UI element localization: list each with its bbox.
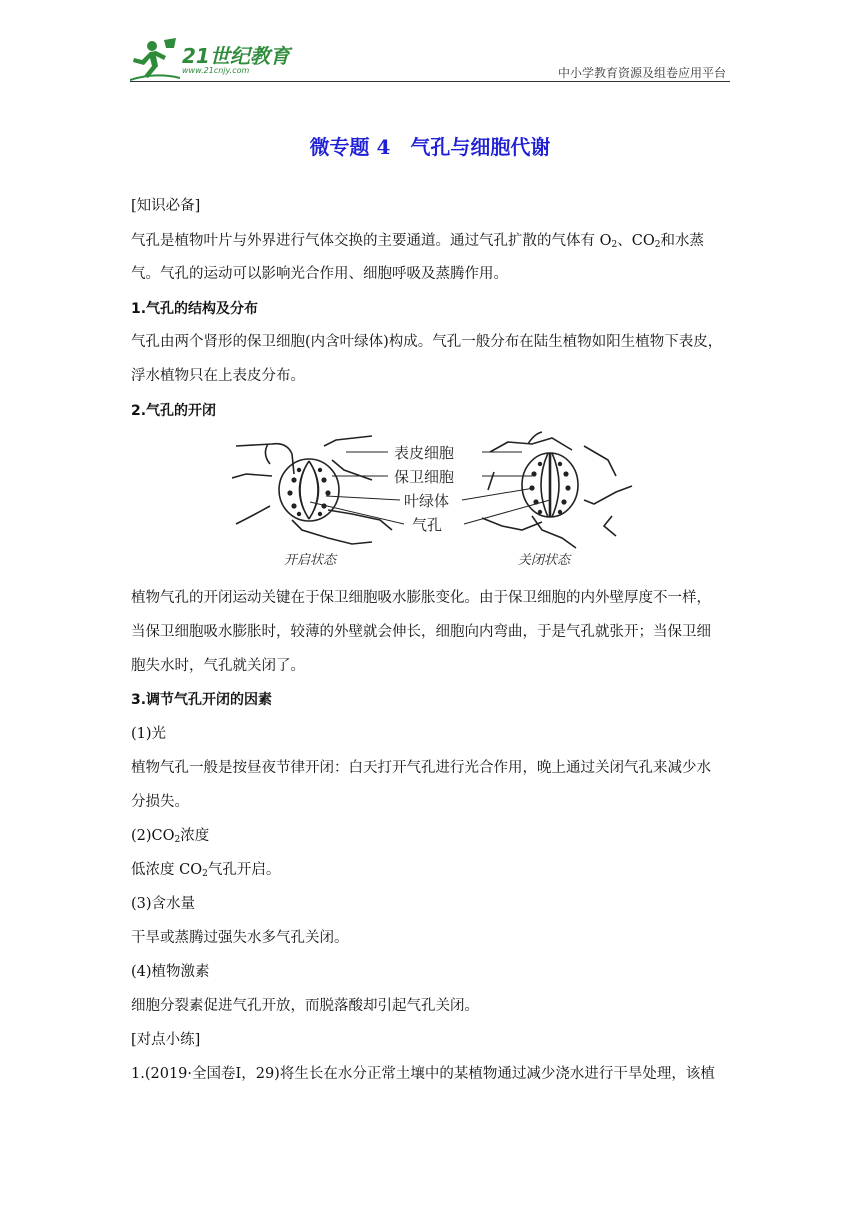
stomata-figure-svg: [232, 430, 634, 576]
factor-light-line-1: 植物气孔一般是按昼夜节律开闭：白天打开气孔进行光合作用，晚上通过关闭气孔来减少水: [131, 760, 711, 776]
factor-water-heading: (3)含水量: [131, 896, 196, 912]
label-chloroplast: 叶绿体: [404, 492, 450, 510]
logo-text: 21世纪教育: [182, 44, 290, 68]
heading-open-close: 2.气孔的开闭: [131, 403, 217, 419]
stomata-diagram: [232, 430, 634, 576]
intro-text-b: 、CO: [617, 233, 655, 249]
page-title: 微专题 4 气孔与细胞代谢: [309, 135, 551, 159]
co2-subscript: 2: [654, 240, 661, 250]
intro-text-c: 和水蒸: [660, 233, 704, 249]
page-header: [130, 30, 730, 82]
label-stoma: 气孔: [412, 516, 443, 534]
structure-line-1: 气孔由两个肾形的保卫细胞(内含叶绿体)构成。气孔一般分布在陆生植物如阳生植物下表皮，: [131, 334, 723, 350]
question-1: 1.(2019·全国卷Ⅰ，29)将生长在水分正常土壤中的某植物通过减少浇水进行干旱处理，该植: [131, 1066, 715, 1082]
factor-light-heading: (1)光: [131, 726, 167, 742]
open-close-line-2: 当保卫细胞吸水膨胀时，较薄的外壁就会伸长，细胞向内弯曲，于是气孔就张开；当保卫细: [131, 624, 711, 640]
co2-text-post: 气孔开启。: [207, 862, 281, 878]
intro-line-2: 气。气孔的运动可以影响光合作用、细胞呼吸及蒸腾作用。: [131, 266, 508, 282]
caption-open: 开启状态: [284, 553, 337, 568]
platform-name: 中小学教育资源及组卷应用平台: [557, 66, 726, 80]
open-close-line-3: 胞失水时，气孔就关闭了。: [131, 658, 305, 674]
co2-heading-pre: (2)CO: [131, 828, 175, 844]
label-epidermal-cell: 表皮细胞: [394, 444, 455, 462]
heading-structure: 1.气孔的结构及分布: [131, 301, 259, 317]
site-logo: [130, 36, 300, 82]
runner-logo-icon: [130, 36, 180, 82]
open-close-line-1: 植物气孔的开闭运动关键在于保卫细胞吸水膨胀变化。由于保卫细胞的内外壁厚度不一样，: [131, 590, 711, 606]
label-guard-cell: 保卫细胞: [394, 468, 455, 486]
practice-heading: [对点小练]: [131, 1032, 201, 1048]
o2-subscript: 2: [611, 240, 618, 250]
co2-text-pre: 低浓度 CO: [131, 862, 203, 878]
factor-light-line-2: 分损失。: [131, 794, 189, 810]
logo-url: www.21cnjy.com: [182, 66, 250, 75]
factor-water-text: 干旱或蒸腾过强失水多气孔关闭。: [131, 930, 349, 946]
intro-line-1: [131, 231, 704, 255]
co2-heading-sub: 2: [174, 835, 181, 845]
factor-hormone-text: 细胞分裂素促进气孔开放，而脱落酸却引起气孔关闭。: [131, 998, 479, 1014]
co2-heading-post: 浓度: [180, 828, 210, 844]
co2-text-sub: 2: [202, 869, 208, 879]
factor-co2-heading: [131, 826, 209, 850]
heading-factors: 3.调节气孔开闭的因素: [131, 692, 273, 708]
header-divider: [130, 81, 730, 82]
knowledge-heading: [知识必备]: [131, 198, 201, 214]
factor-hormone-heading: (4)植物激素: [131, 964, 210, 980]
intro-text-a: 气孔是植物叶片与外界进行气体交换的主要通道。通过气孔扩散的气体有 O: [131, 233, 612, 249]
caption-closed: 关闭状态: [518, 553, 571, 568]
structure-line-2: 浮水植物只在上表皮分布。: [131, 368, 305, 384]
factor-co2-text: [131, 860, 280, 884]
